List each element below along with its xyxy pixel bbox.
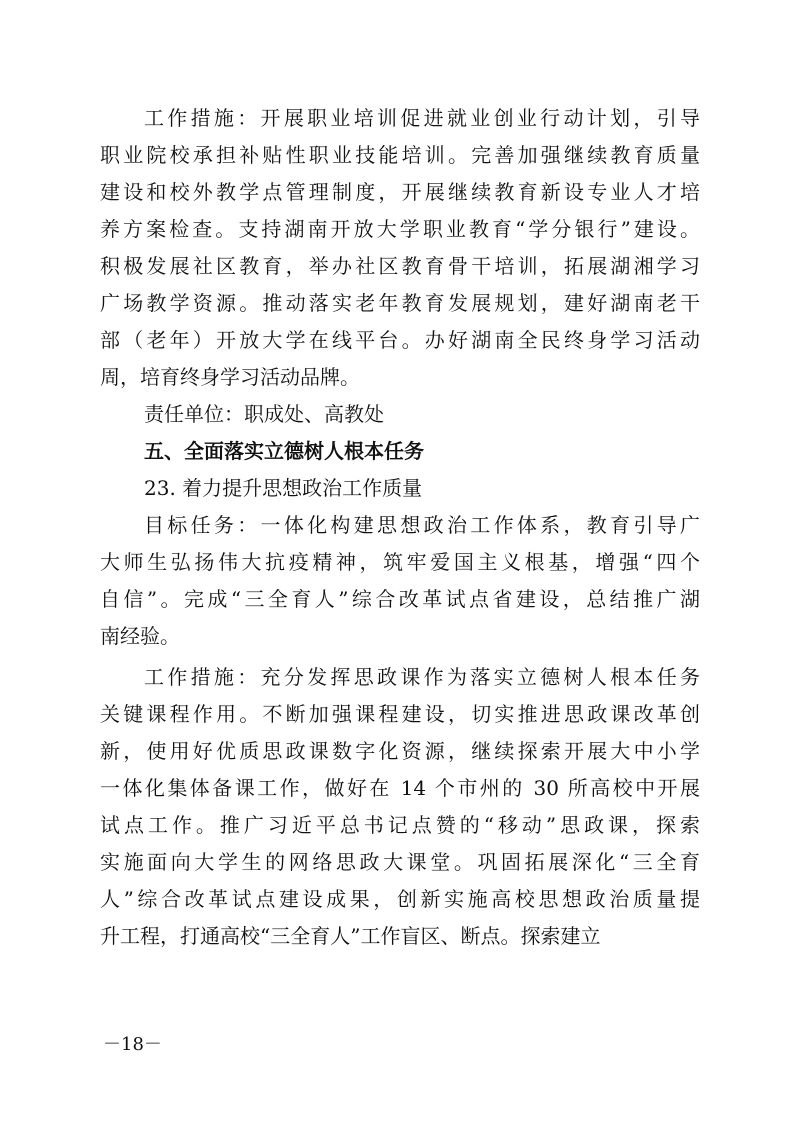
text-line: 五、全面落实立德树人根本任务 [144, 439, 424, 463]
document-body [100, 100, 700, 955]
text-line: 新，使用好优质思政课数字化资源，继续探索开展大中小学 [100, 739, 700, 763]
text-line: 一体化集体备课工作，做好在 14 个市州的 30 所高校中开展 [100, 776, 700, 800]
text-line: 工作措施：开展职业培训促进就业创业行动计划，引导 [144, 106, 700, 130]
text-line: 试点工作。推广习近平总书记点赞的“移动”思政课，探索 [100, 813, 700, 837]
text-line: 人”综合改革试点建设成果，创新实施高校思想政治质量提 [100, 887, 700, 911]
text-line: 建设和校外教学点管理制度，开展继续教育新设专业人才培 [100, 180, 700, 204]
paragraph-responsible-unit [100, 396, 700, 433]
text-line: 部（老年）开放大学在线平台。办好湖南全民终身学习活动 [100, 328, 700, 352]
text-line: 养方案检查。支持湖南开放大学职业教育“学分银行”建设。 [100, 217, 700, 241]
text-line: 升工程，打通高校“三全育人”工作盲区、断点。探索建立 [100, 924, 601, 948]
text-line: 工作措施：充分发挥思政课作为落实立德树人根本任务 [144, 665, 700, 689]
paragraph-goal-tasks [100, 507, 700, 655]
text-line: 目标任务：一体化构建思想政治工作体系，教育引导广 [144, 513, 700, 537]
text-line: 自信”。完成“三全育人”综合改革试点省建设，总结推广湖 [100, 587, 700, 611]
page-number: －18－ [103, 1034, 162, 1055]
text-line: 周，培育终身学习活动品牌。 [100, 365, 360, 389]
text-line: 南经验。 [100, 624, 180, 648]
text-line: 关键课程作用。不断加强课程建设，切实推进思政课改革创 [100, 702, 700, 726]
text-line: 广场教学资源。推动落实老年教育发展规划，建好湖南老干 [100, 291, 700, 315]
text-line: 责任单位：职成处、高教处 [144, 402, 384, 426]
section-heading-five [100, 433, 700, 470]
text-line: 23. 着力提升思想政治工作质量 [144, 476, 423, 500]
text-line: 积极发展社区教育，举办社区教育骨干培训，拓展湖湘学习 [100, 254, 700, 278]
paragraph-work-measures-1 [100, 100, 700, 396]
paragraph-work-measures-2 [100, 659, 700, 955]
text-line: 大师生弘扬伟大抗疫精神，筑牢爱国主义根基，增强“四个 [100, 550, 700, 574]
text-line: 实施面向大学生的网络思政大课堂。巩固拓展深化“三全育 [100, 850, 700, 874]
text-line: 职业院校承担补贴性职业技能培训。完善加强继续教育质量 [100, 143, 700, 167]
subheading-23 [100, 470, 700, 507]
